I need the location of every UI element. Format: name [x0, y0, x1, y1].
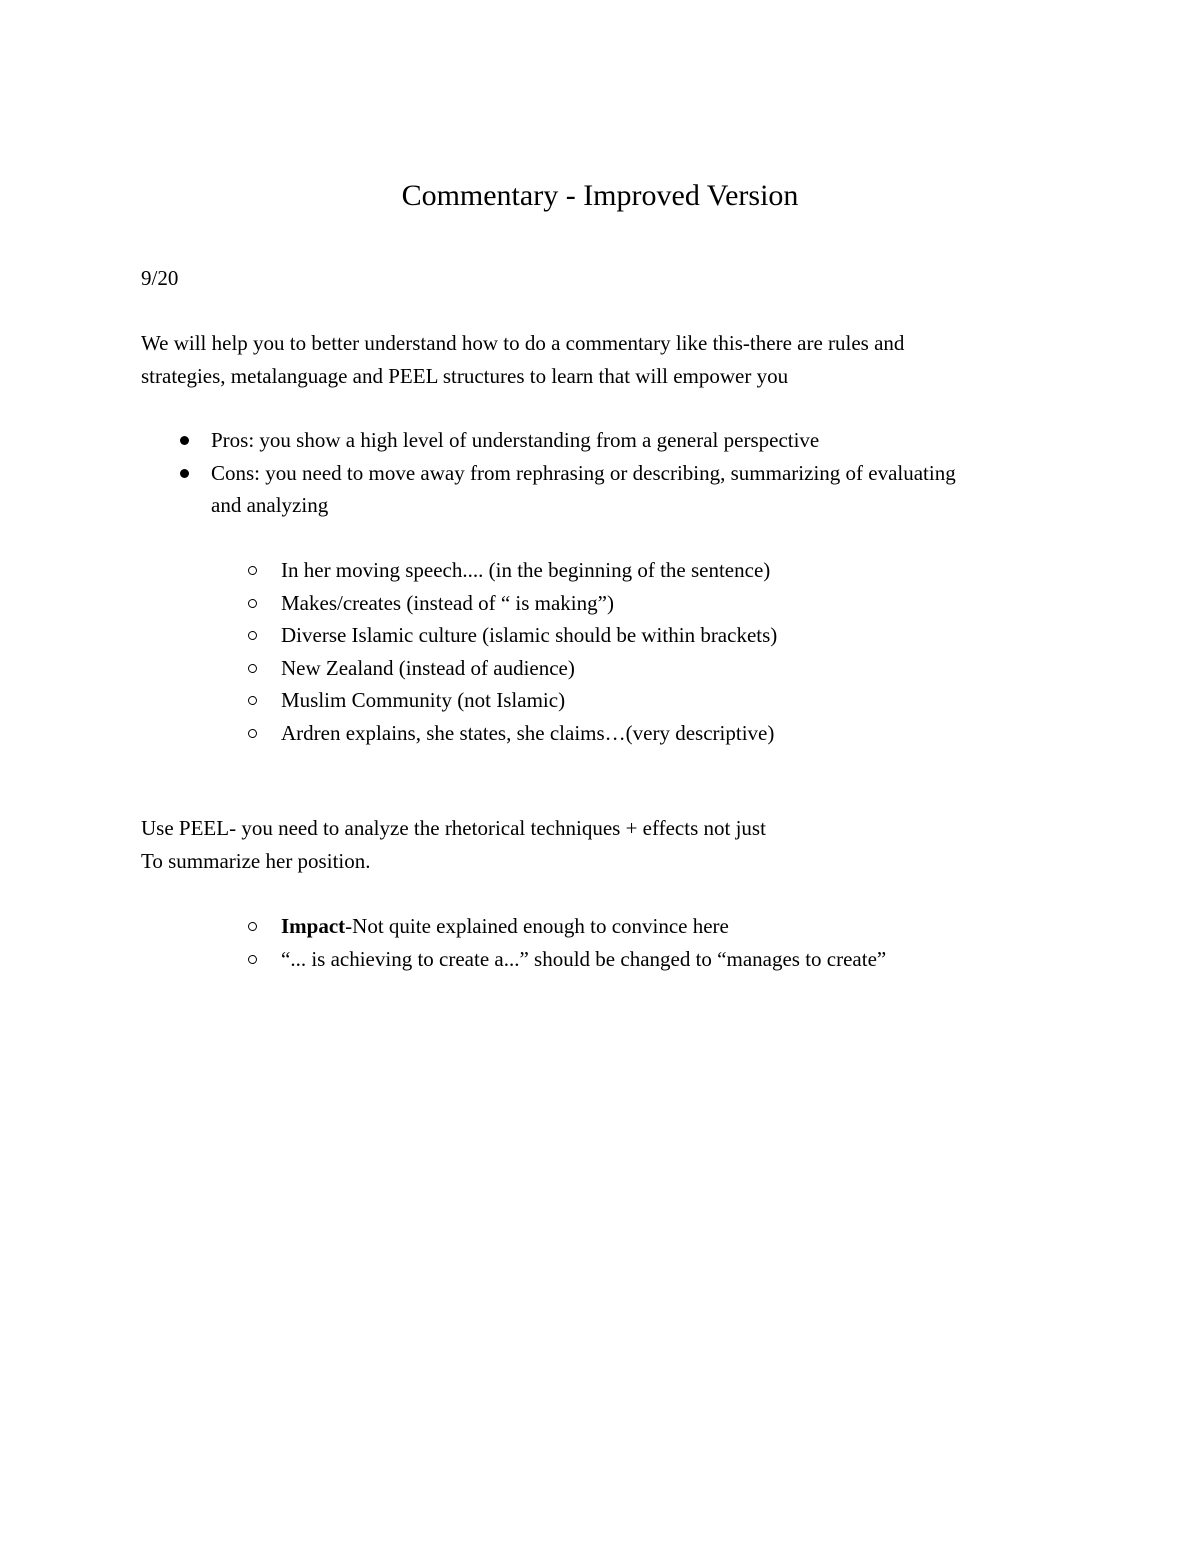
list-item-text: Diverse Islamic culture (islamic should be within brackets) [281, 623, 778, 647]
list-item [281, 652, 1101, 685]
impact-label: Impact [281, 914, 346, 938]
bullet-circle-icon [248, 955, 257, 964]
bullet-circle-icon [248, 599, 257, 608]
intro-line-1: We will help you to better understand how to do a commentary like this-there are rules and [141, 331, 905, 355]
list-item-text: New Zealand (instead of audience) [281, 655, 575, 680]
bullet-circle-icon [248, 664, 257, 673]
impact-text: -Not quite explained enough to convince here [345, 914, 729, 938]
bullet-circle-icon [248, 922, 257, 931]
list-item-cons [211, 457, 1091, 522]
list-item-text: Muslim Community (not Islamic) [281, 688, 566, 712]
list-item-text: “... is achieving to create a...” should be changed to “manages to create” [281, 946, 887, 971]
list-item-text: Ardren explains, she states, she claims…(very descriptive) [281, 720, 775, 745]
bullet-disc-icon [180, 469, 189, 478]
list-item [281, 554, 1101, 587]
list-item-impact [281, 910, 1101, 943]
bullet-circle-icon [248, 631, 257, 640]
bullet-circle-icon [248, 566, 257, 575]
peel-line-2: To summarize her position. [141, 848, 371, 873]
intro-line-2: strategies, metalanguage and PEEL structures to learn that will empower you [141, 363, 789, 388]
list-item [281, 717, 1101, 750]
sub-bullet-list [281, 554, 1101, 749]
list-item-text: In her moving speech.... (in the beginning of the sentence) [281, 558, 771, 582]
bullet-circle-icon [248, 696, 257, 705]
list-item [281, 619, 1101, 652]
list-item [281, 684, 1101, 717]
list-item-text: Makes/creates (instead of “ is making”) [281, 590, 614, 615]
peel-sub-bullet-list [281, 910, 1101, 975]
list-item [281, 943, 1101, 976]
list-item-text-continued: and analyzing [211, 493, 329, 517]
date-line: 9/20 [141, 266, 179, 290]
bullet-circle-icon [248, 729, 257, 738]
list-item [281, 587, 1101, 620]
list-item-pros [211, 424, 1091, 457]
bullet-disc-icon [180, 436, 189, 445]
list-item-text: Pros: you show a high level of understanding from a general perspective [211, 428, 820, 452]
document-title: Commentary - Improved Version [401, 179, 799, 212]
list-item-text: Cons: you need to move away from rephrasing or describing, summarizing of evaluating [211, 460, 956, 485]
peel-line-1: Use PEEL- you need to analyze the rhetorical techniques + effects not just [141, 816, 766, 840]
main-bullet-list [211, 424, 1091, 522]
